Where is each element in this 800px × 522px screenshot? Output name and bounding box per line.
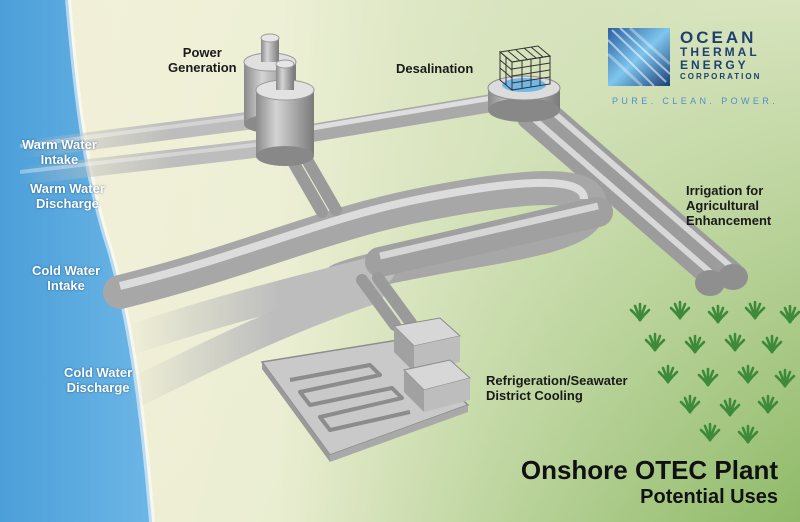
logo-line-2: THERMAL — [680, 45, 760, 59]
logo-tagline: PURE. CLEAN. POWER. — [612, 96, 779, 106]
label-cold-intake: Cold Water Intake — [32, 263, 101, 293]
logo-line-1: OCEAN — [680, 28, 757, 47]
diagram-title — [521, 455, 778, 509]
title-sub: Potential Uses — [640, 486, 778, 508]
label-refrigeration: Refrigeration/Seawater District Cooling — [486, 373, 628, 403]
label-warm-intake: Warm Water Intake — [22, 137, 97, 167]
label-warm-discharge: Warm Water Discharge — [30, 181, 105, 211]
logo-line-4: CORPORATION — [680, 72, 762, 81]
company-logo — [608, 28, 788, 110]
irrigation-outlet-b — [718, 264, 748, 290]
label-irrigation: Irrigation for Agricultural Enhancement — [686, 183, 772, 228]
label-desalination: Desalination — [396, 61, 474, 76]
logo-line-3: ENERGY — [680, 58, 749, 72]
label-cold-discharge: Cold Water Discharge — [64, 365, 133, 395]
label-power-generation: Power Generation — [168, 45, 237, 75]
title-main: Onshore OTEC Plant — [520, 455, 778, 485]
logo-wordmark — [680, 29, 761, 82]
